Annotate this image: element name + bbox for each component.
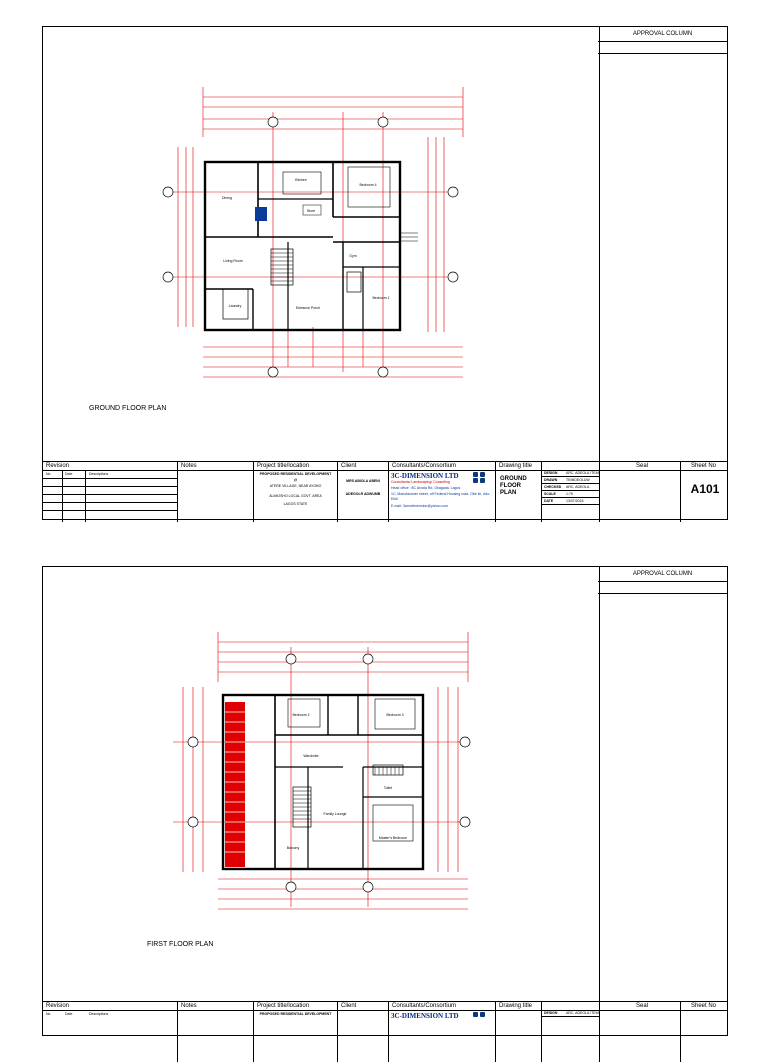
room-label: Master's Bedroom bbox=[378, 836, 408, 840]
first-floor-plan-drawing bbox=[43, 567, 599, 1001]
project-cell bbox=[253, 1002, 337, 1062]
rev-col-no: No bbox=[46, 1012, 51, 1016]
client-label: Client bbox=[341, 1003, 357, 1009]
sheet-number: A101 bbox=[690, 482, 720, 496]
room-label: Laundry bbox=[228, 304, 242, 308]
project-line: ATERE VILLAGE, NEAR AYOBO bbox=[269, 484, 322, 488]
room-label: Dining bbox=[222, 196, 232, 200]
company-line: 1C, Manufacturer street, off Federal Housing road, Obe ile, Ado-Ekiti bbox=[391, 492, 491, 501]
company-logo-icon bbox=[480, 478, 485, 483]
project-cell bbox=[253, 462, 337, 522]
room-label: Balcony bbox=[286, 846, 300, 850]
client-cell bbox=[337, 1002, 388, 1062]
company-logo-icon bbox=[473, 478, 478, 483]
room-label: Bedroom 2 bbox=[292, 713, 310, 717]
project-line: PROPOSED RESIDENTIAL DEVELOPMENT bbox=[259, 1012, 332, 1016]
approval-subheader bbox=[598, 581, 727, 594]
room-label: Wardrobe bbox=[303, 754, 319, 758]
client-label: Client bbox=[341, 463, 357, 469]
client-line: MRS ABIOLA ABENI bbox=[346, 479, 380, 483]
approval-header: APPROVAL COLUMN bbox=[598, 567, 727, 582]
client-line: ADEGOLR ADWUMB bbox=[345, 492, 381, 496]
drawing-title-label: Drawing title bbox=[499, 463, 533, 469]
drawing-title-cell bbox=[495, 1002, 541, 1062]
seal-label: Seal bbox=[636, 1003, 649, 1009]
company-logo-icon bbox=[480, 472, 485, 477]
project-label: Project title/location bbox=[257, 1003, 310, 1009]
drawing-title-value: GROUND FLOOR PLAN bbox=[500, 476, 527, 496]
project-label: Project title/location bbox=[257, 463, 310, 469]
company-line: Consultants/ Landscaping/ Consulting bbox=[391, 480, 450, 484]
company-name: 3C-DIMENSION LTD bbox=[391, 1012, 459, 1020]
sheet-no-label: Sheet No bbox=[691, 463, 717, 469]
consultants-label: Consultants/Consortium bbox=[392, 463, 457, 469]
drawing-sheet-2 bbox=[42, 566, 728, 1036]
plan-title: GROUND FLOOR PLAN bbox=[89, 405, 167, 412]
room-label: Bedroom 1 bbox=[372, 296, 390, 300]
title-block bbox=[43, 461, 727, 522]
meta-cell: DESIGN ARC. ADEOLA ITEMI DRAWN TEMIDEOLUW CHECKED ARC. ADEOLA SCALE 1:75 DATE 13/07/2024 bbox=[541, 462, 599, 522]
client-cell bbox=[337, 462, 388, 522]
room-label: Entrance Porch bbox=[295, 306, 321, 310]
room-label: Bedroom 3 bbox=[386, 713, 404, 717]
room-label: Bedroom 4 bbox=[359, 183, 377, 187]
company-name: 3C-DIMENSION LTD bbox=[391, 472, 459, 480]
room-label: Store bbox=[306, 209, 316, 213]
title-block bbox=[43, 1001, 727, 1062]
ground-floor-plan-drawing bbox=[43, 27, 599, 461]
seal-label: Seal bbox=[636, 463, 649, 469]
room-label: Living Room bbox=[223, 259, 243, 263]
room-label: Gym bbox=[349, 254, 357, 258]
room-label: Family Lounge bbox=[323, 812, 347, 816]
drawing-area bbox=[43, 567, 600, 1001]
approval-column bbox=[598, 567, 727, 1001]
revision-cell bbox=[43, 462, 177, 522]
notes-label: Notes bbox=[181, 1003, 197, 1009]
approval-subheader bbox=[598, 41, 727, 54]
revision-label: Revision bbox=[46, 1003, 70, 1009]
company-logo-icon bbox=[480, 1012, 485, 1017]
revision-label: Revision bbox=[46, 463, 70, 469]
room-label: Kitchen bbox=[295, 178, 307, 182]
approval-header: APPROVAL COLUMN bbox=[598, 27, 727, 42]
drawing-title-label: Drawing title bbox=[499, 1003, 533, 1009]
sheet-no-cell bbox=[680, 462, 729, 522]
consultants-cell bbox=[388, 1002, 495, 1062]
company-logo-icon bbox=[473, 1012, 478, 1017]
company-line: E-mail: 3cmndimension@yahoo.com bbox=[391, 504, 449, 508]
room-label: Toilet bbox=[383, 786, 393, 790]
drawing-area bbox=[43, 27, 600, 461]
project-line: ALIMOSHO LOCAL GOVT. AREA bbox=[269, 494, 322, 498]
company-logo-icon bbox=[473, 472, 478, 477]
consultants-cell bbox=[388, 462, 495, 522]
project-line: LAGOS STATE bbox=[283, 502, 308, 506]
rev-col-date: Date bbox=[65, 1012, 73, 1016]
rev-col-desc: Descriptions bbox=[89, 472, 109, 476]
company-line: Head office : 8C Aroola Rd, Gbagada, Lagos bbox=[391, 486, 461, 490]
drawing-title-cell bbox=[495, 462, 541, 522]
meta-cell: DESIGN ARC. ADEOLA ITEMI bbox=[541, 1002, 599, 1062]
approval-column bbox=[598, 27, 727, 461]
rev-col-no: No bbox=[46, 472, 51, 476]
consultants-label: Consultants/Consortium bbox=[392, 1003, 457, 1009]
project-line: PROPOSED RESIDENTIAL DEVELOPMENT bbox=[259, 472, 332, 476]
seal-cell bbox=[599, 1002, 680, 1062]
seal-cell bbox=[599, 462, 680, 522]
drawing-sheet-1 bbox=[42, 26, 728, 520]
plan-title: FIRST FLOOR PLAN bbox=[147, 941, 214, 948]
sheet-no-label: Sheet No bbox=[691, 1003, 717, 1009]
revision-cell bbox=[43, 1002, 177, 1062]
rev-col-date: Date bbox=[65, 472, 73, 476]
sheet-no-cell bbox=[680, 1002, 729, 1062]
notes-label: Notes bbox=[181, 463, 197, 469]
rev-col-desc: Descriptions bbox=[89, 1012, 109, 1016]
project-line: @ bbox=[293, 478, 298, 482]
notes-cell bbox=[177, 1002, 253, 1062]
notes-cell bbox=[177, 462, 253, 522]
